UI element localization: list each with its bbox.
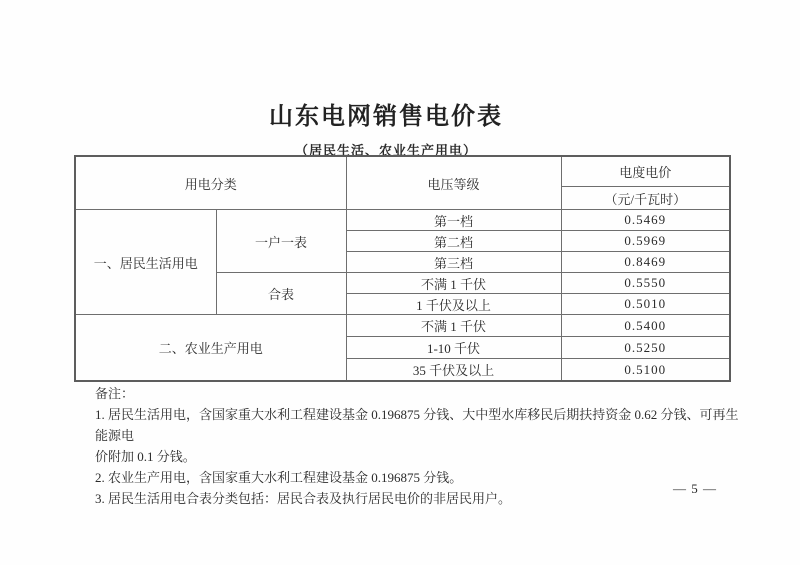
- price-cell: 0.5100: [561, 359, 730, 382]
- voltage-cell: 1-10 千伏: [346, 337, 561, 359]
- header-usage-class: 用电分类: [75, 156, 346, 210]
- header-price: 电度电价: [561, 156, 730, 187]
- table-row: [75, 210, 730, 231]
- note-line: 1. 居民生活用电，含国家重大水利工程建设基金 0.196875 分钱、大中型水库移民后期扶持资金 0.62 分钱、可再生能源电: [95, 407, 739, 443]
- voltage-cell: 不满 1 千伏: [346, 315, 561, 337]
- page-subtitle: （居民生活、农业生产用电）: [294, 143, 477, 158]
- category-cell-residential: 一、居民生活用电: [75, 210, 216, 315]
- header-row-1: [75, 156, 730, 187]
- voltage-cell: 第二档: [346, 231, 561, 252]
- price-cell: 0.5010: [561, 294, 730, 315]
- category-cell-agricultural: 二、农业生产用电: [75, 315, 346, 382]
- notes-label: 备注：: [95, 386, 135, 401]
- meter-cell-combined: 合表: [216, 273, 346, 315]
- price-cell: 0.5469: [561, 210, 730, 231]
- table-row: [75, 315, 730, 337]
- price-cell: 0.5969: [561, 231, 730, 252]
- voltage-cell: 35 千伏及以上: [346, 359, 561, 382]
- price-cell: 0.5550: [561, 273, 730, 294]
- price-table: [74, 155, 731, 382]
- price-cell: 0.5250: [561, 337, 730, 359]
- header-voltage-level: 电压等级: [346, 156, 561, 210]
- title-block: [0, 96, 772, 159]
- voltage-cell: 1 千伏及以上: [346, 294, 561, 315]
- header-price-unit: （元/千瓦时）: [561, 187, 730, 210]
- note-line: 2. 农业生产用电，含国家重大水利工程建设基金 0.196875 分钱。: [95, 470, 463, 485]
- price-cell: 0.8469: [561, 252, 730, 273]
- note-line: 价附加 0.1 分钱。: [95, 449, 196, 464]
- voltage-cell: 第一档: [346, 210, 561, 231]
- price-cell: 0.5400: [561, 315, 730, 337]
- meter-cell-single: 一户一表: [216, 210, 346, 273]
- page-number: — 5 —: [673, 481, 717, 496]
- voltage-cell: 第三档: [346, 252, 561, 273]
- voltage-cell: 不满 1 千伏: [346, 273, 561, 294]
- note-line: 3. 居民生活用电合表分类包括：居民合表及执行居民电价的非居民用户。: [95, 491, 512, 506]
- page-title: 山东电网销售电价表: [269, 104, 503, 130]
